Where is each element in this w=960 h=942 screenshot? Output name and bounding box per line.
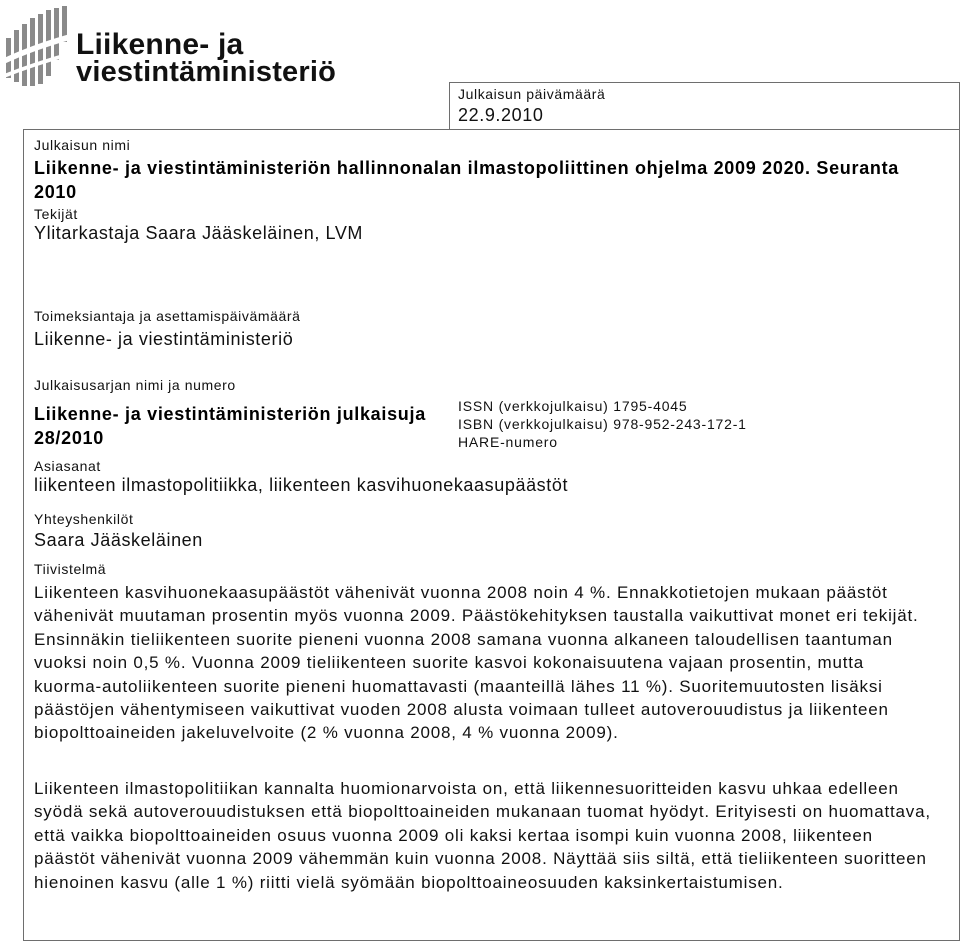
publication-date-box bbox=[449, 82, 960, 130]
keywords-label: Asiasanat bbox=[34, 458, 101, 474]
publication-date-label: Julkaisun päivämäärä bbox=[458, 86, 606, 102]
series-value: Liikenne- ja viestintäministeriön julkaisuja 28/2010 bbox=[34, 404, 426, 448]
logo-text-line1: Liikenne- ja bbox=[76, 28, 244, 61]
publication-name-value: Liikenne- ja viestintäministeriön hallinnonalan ilmastopoliittinen ohjelma 2009 2020. Seuranta 2010 bbox=[34, 158, 900, 202]
series-label: Julkaisusarjan nimi ja numero bbox=[34, 377, 236, 393]
logo-text-line2: viestintäministeriö bbox=[76, 56, 337, 88]
publication-name-label: Julkaisun nimi bbox=[34, 137, 131, 153]
description-sheet bbox=[23, 129, 960, 941]
publication-date-value: 22.9.2010 bbox=[458, 105, 544, 125]
ministry-emblem-icon bbox=[4, 4, 70, 88]
abstract-paragraph-2 bbox=[34, 777, 934, 894]
contact-value: Saara Jääskeläinen bbox=[34, 530, 203, 550]
abstract-label: Tiivistelmä bbox=[34, 561, 107, 577]
contact-label: Yhteyshenkilöt bbox=[34, 511, 134, 527]
authors-label: Tekijät bbox=[34, 206, 78, 222]
commissioner-value: Liikenne- ja viestintäministeriö bbox=[34, 329, 294, 349]
abstract-paragraph-1 bbox=[34, 581, 934, 745]
abstract-paragraph-2-text: Liikenteen ilmastopolitiikan kannalta huomionarvoista on, että liikennesuoritteiden kasvu uhkaa edelleen syödä sekä autoverouudistuksen että biopolttoaineiden mukanaan tuomat hyödyt. Erityisesti on huomattava, että vaikka biopolttoaineiden osuus vuonna 2009 oli kaksi kertaa isompi kuin vuonna 2008, liikenteen päästöt vähenivät vuonna 2009 vähemmän kuin vuonna 2008. Näyttää siis siltä, että tieliikenteen suoritteen hienoinen kasvu (alle 1 %) riitti vielä syömään biopolttoaineosuuden kaksinkertaistumisen. bbox=[34, 779, 931, 892]
authors-value: Ylitarkastaja Saara Jääskeläinen, LVM bbox=[34, 223, 364, 243]
commissioner-label: Toimeksiantaja ja asettamispäivämäärä bbox=[34, 308, 301, 324]
ministry-logo bbox=[0, 0, 337, 92]
hare-number-label: HARE-numero bbox=[458, 434, 558, 450]
abstract-paragraph-1-text: Liikenteen kasvihuonekaasupäästöt vähenivät vuonna 2008 noin 4 %. Ennakkotietojen mukaan päästöt vähenivät muutaman prosentin myös vuonna 2009. Päästökehityksen taustalla vaikuttivat monet eri tekijät. Ensinnäkin tieliikenteen suorite pieneni vuonna 2008 samana vuonna alkaneen taloudellisen taantuman vuoksi noin 0,5 %. Vuonna 2009 tieliikenteen suorite kasvoi kokonaisuutena vajaan prosentin, mutta kuorma-autoliikenteen suorite pieneni huomattavasti (maanteillä lähes 11 %). Suoritemuutosten lisäksi päästöjen vähentymiseen vaikuttivat vuoden 2008 alusta voimaan tulleet autoverouudistus ja liikenteen biopolttoaineiden jakeluvelvoite (2 % vuonna 2008, 4 % vuonna 2009). bbox=[34, 583, 919, 743]
isbn-line: ISBN (verkkojulkaisu) 978-952-243-172-1 bbox=[458, 416, 747, 432]
issn-line: ISSN (verkkojulkaisu) 1795-4045 bbox=[458, 398, 688, 414]
keywords-value: liikenteen ilmastopolitiikka, liikenteen kasvihuonekaasupäästöt bbox=[34, 475, 569, 495]
